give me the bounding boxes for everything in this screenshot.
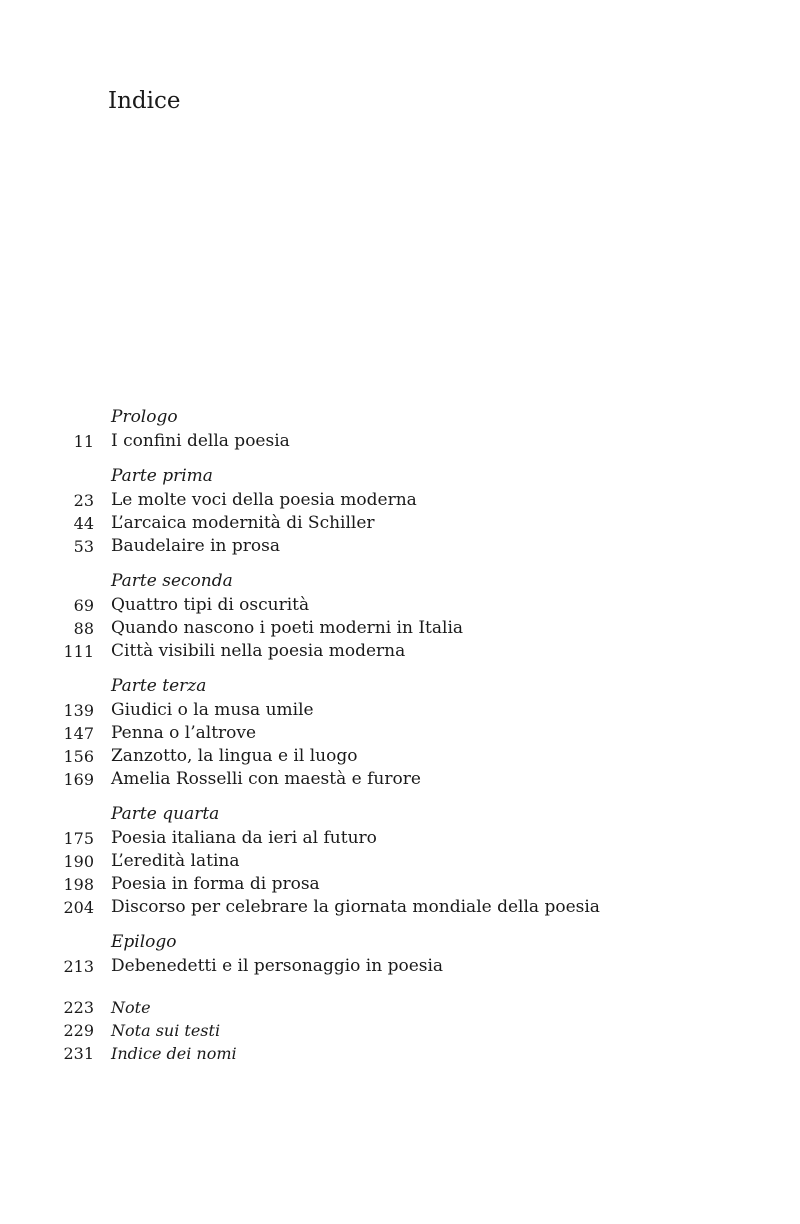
entry-title: Penna o l’altrove (111, 723, 257, 743)
page-number: 53 (73, 537, 94, 556)
toc-entry (0, 617, 800, 640)
entry-title: Nota sui testi (111, 1021, 221, 1040)
toc-section-epilogo (0, 929, 800, 978)
entry-title: Quando nascono i poeti moderni in Italia (111, 618, 464, 638)
page-title: Indice (108, 88, 181, 114)
toc-entry (0, 1042, 800, 1065)
toc-entry (0, 745, 800, 768)
entry-title: Poesia in forma di prosa (111, 874, 320, 894)
section-heading: Epilogo (111, 932, 177, 952)
table-of-contents (0, 404, 800, 1065)
page-number: 111 (63, 642, 94, 661)
toc-entry (0, 699, 800, 722)
toc-entry (0, 827, 800, 850)
entry-title: Zanzotto, la lingua e il luogo (111, 746, 358, 766)
section-heading: Parte seconda (111, 571, 233, 591)
entry-title: Indice dei nomi (111, 1044, 237, 1063)
page-number: 44 (73, 514, 94, 533)
entry-title: I confini della poesia (111, 431, 290, 451)
toc-entry (0, 489, 800, 512)
toc-entry (0, 996, 800, 1019)
toc-section-parte-terza (0, 673, 800, 791)
page-number: 11 (73, 432, 94, 451)
page-number: 204 (63, 898, 94, 917)
toc-section-prologo (0, 404, 800, 453)
page-number: 231 (63, 1044, 94, 1063)
page-number: 139 (63, 701, 94, 720)
page-number: 229 (63, 1021, 94, 1040)
page-number: 223 (63, 998, 94, 1017)
toc-entry (0, 430, 800, 453)
entry-title: Città visibili nella poesia moderna (111, 641, 406, 661)
entry-title: Discorso per celebrare la giornata mondiale della poesia (111, 897, 600, 917)
page-number: 169 (63, 770, 94, 789)
page-number: 198 (63, 875, 94, 894)
toc-entry (0, 1019, 800, 1042)
toc-entry (0, 512, 800, 535)
toc-entry (0, 535, 800, 558)
entry-title: Debenedetti e il personaggio in poesia (111, 956, 444, 976)
entry-title: Poesia italiana da ieri al futuro (111, 828, 377, 848)
toc-entry (0, 955, 800, 978)
page-number: 190 (63, 852, 94, 871)
section-heading: Parte prima (111, 466, 213, 486)
toc-entry (0, 873, 800, 896)
toc-backmatter (0, 996, 800, 1065)
toc-entry (0, 768, 800, 791)
page-number: 147 (63, 724, 94, 743)
page-number: 69 (73, 596, 94, 615)
page-number: 213 (63, 957, 94, 976)
entry-title: Quattro tipi di oscurità (111, 595, 310, 615)
section-heading: Parte terza (111, 676, 207, 696)
entry-title: Giudici o la musa umile (111, 700, 314, 720)
entry-title: Baudelaire in prosa (111, 536, 281, 556)
entry-title: L’eredità latina (111, 851, 240, 871)
toc-entry (0, 594, 800, 617)
page-number: 156 (63, 747, 94, 766)
toc-entry (0, 850, 800, 873)
entry-title: Note (111, 998, 151, 1017)
toc-entry (0, 896, 800, 919)
toc-entry (0, 640, 800, 663)
section-heading: Parte quarta (111, 804, 220, 824)
page-number: 88 (73, 619, 94, 638)
toc-section-parte-quarta (0, 801, 800, 919)
page-number: 23 (73, 491, 94, 510)
entry-title: Le molte voci della poesia moderna (111, 490, 417, 510)
section-heading: Prologo (111, 407, 178, 427)
toc-entry (0, 722, 800, 745)
page-number: 175 (63, 829, 94, 848)
toc-section-parte-seconda (0, 568, 800, 663)
entry-title: L’arcaica modernità di Schiller (111, 513, 375, 533)
entry-title: Amelia Rosselli con maestà e furore (111, 769, 421, 789)
toc-section-parte-prima (0, 463, 800, 558)
